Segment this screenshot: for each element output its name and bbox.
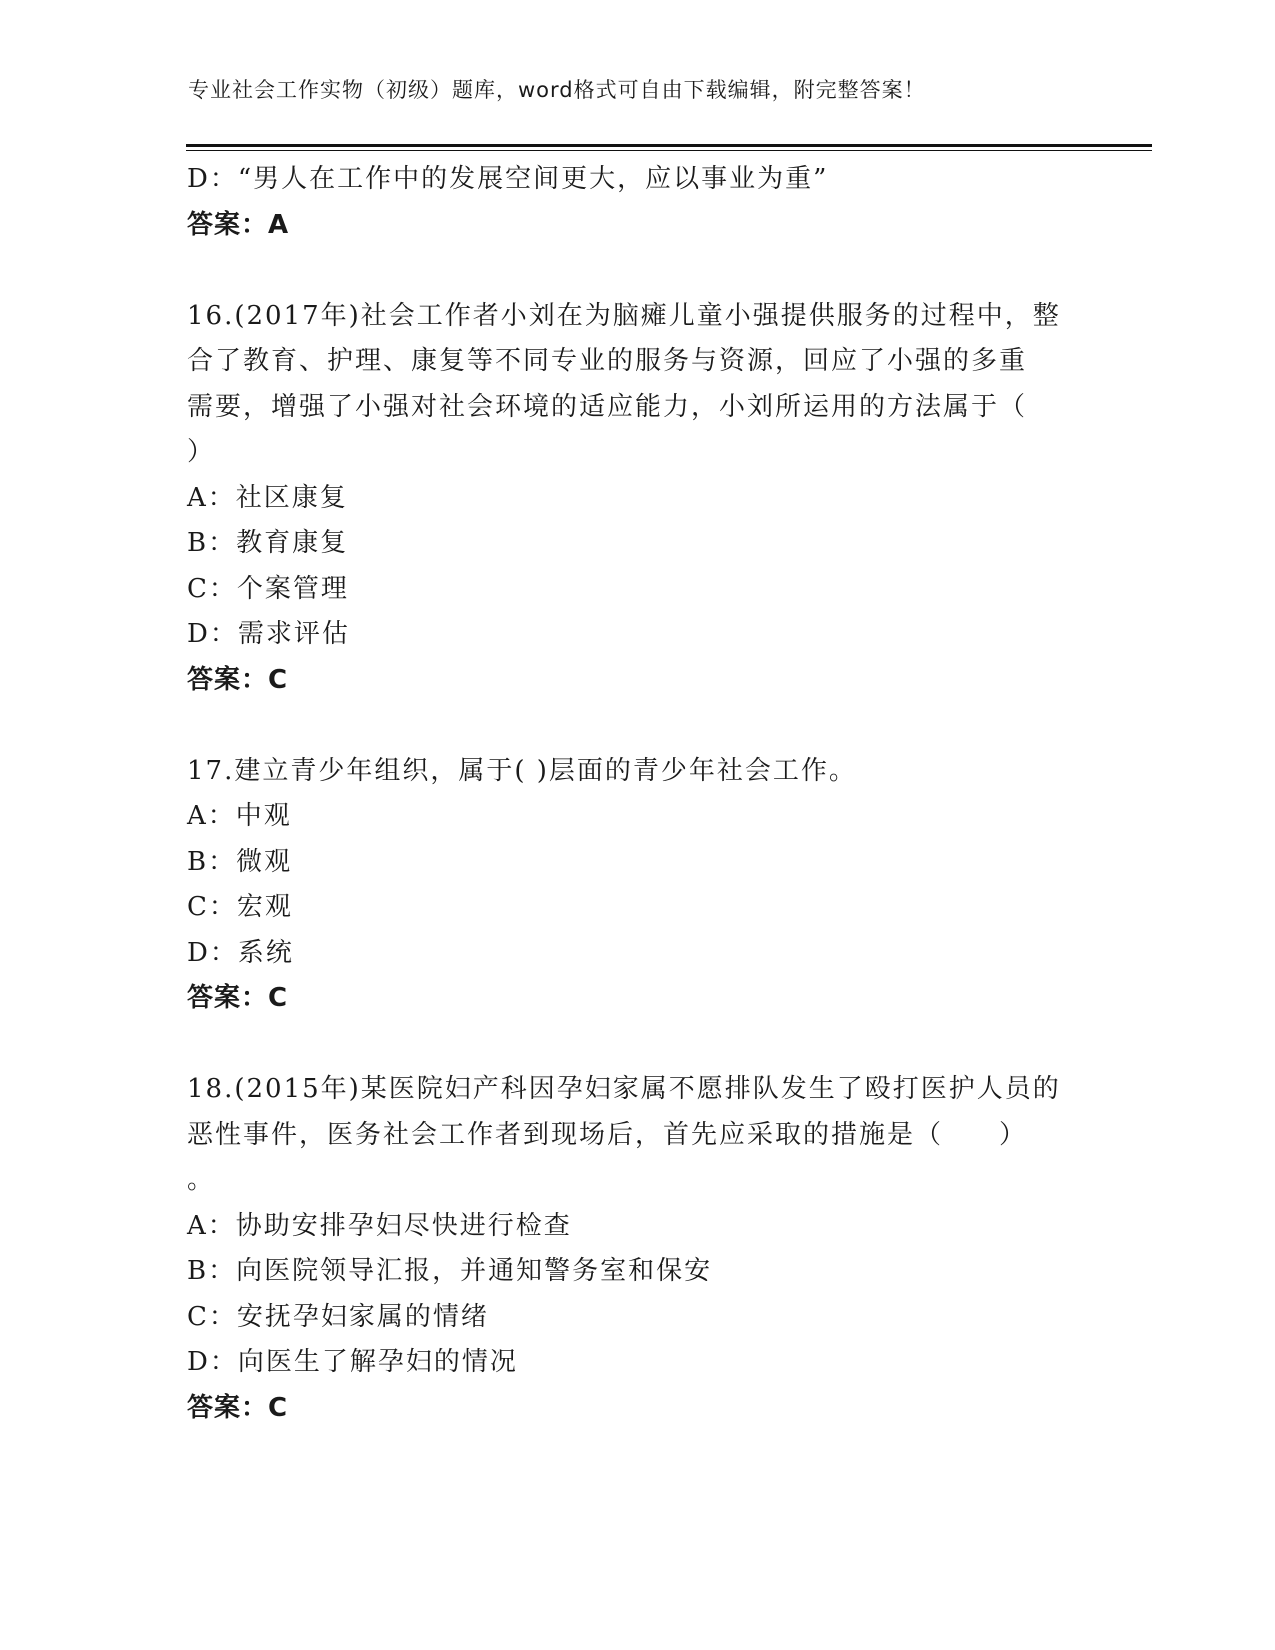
spacer xyxy=(187,1022,1087,1068)
option-c: C：安抚孕妇家属的情绪 xyxy=(187,1301,489,1332)
option-c: C：宏观 xyxy=(187,892,293,922)
header-rule-thick xyxy=(186,144,1152,147)
question-18 xyxy=(187,1067,1087,1431)
header-rule-thin xyxy=(186,150,1152,151)
option-b: B：教育康复 xyxy=(187,528,349,558)
option-d: D：向医生了解孕妇的情况 xyxy=(187,1347,518,1377)
question-stem-line: 18.(2015年)某医院妇产科因孕妇家属不愿排队发生了殴打医护人员的 xyxy=(187,1074,1061,1104)
option-d: D：“男人在工作中的发展空间更大，应以事业为重” xyxy=(187,164,829,194)
question-stem-line: 需要，增强了小强对社会环境的适应能力，小刘所运用的方法属于（ xyxy=(187,391,1028,422)
answer: 答案：C xyxy=(187,664,289,695)
question-stem-line: 。 xyxy=(187,1165,216,1195)
option-b: B：向医院领导汇报，并通知警务室和保安 xyxy=(187,1256,713,1286)
question-17 xyxy=(187,749,1087,1022)
question-stem-line: 17.建立青少年组织，属于( )层面的青少年社会工作。 xyxy=(187,755,857,786)
document-body xyxy=(187,157,1087,1431)
answer: 答案：A xyxy=(187,209,290,240)
option-a: A：中观 xyxy=(187,801,292,831)
answer: 答案：C xyxy=(187,1392,289,1423)
question-stem-line: 16.(2017年)社会工作者小刘在为脑瘫儿童小强提供服务的过程中，整 xyxy=(187,300,1061,331)
question-stem-line: ） xyxy=(187,437,216,467)
question-16 xyxy=(187,294,1087,704)
option-d: D：需求评估 xyxy=(187,619,350,649)
option-a: A：协助安排孕妇尽快进行检查 xyxy=(187,1210,572,1241)
question-stem-line: 恶性事件，医务社会工作者到现场后，首先应采取的措施是（ ） xyxy=(187,1119,1028,1150)
page-header: 专业社会工作实物（初级）题库，word格式可自由下载编辑，附完整答案！ xyxy=(188,78,926,102)
option-d: D：系统 xyxy=(187,937,294,968)
question-stem-line: 合了教育、护理、康复等不同专业的服务与资源，回应了小强的多重 xyxy=(187,346,1028,376)
option-b: B：微观 xyxy=(187,846,293,877)
option-c: C：个案管理 xyxy=(187,573,349,604)
option-a: A：社区康复 xyxy=(187,482,348,513)
answer: 答案：C xyxy=(187,983,289,1013)
spacer xyxy=(187,703,1087,749)
spacer xyxy=(187,248,1087,294)
